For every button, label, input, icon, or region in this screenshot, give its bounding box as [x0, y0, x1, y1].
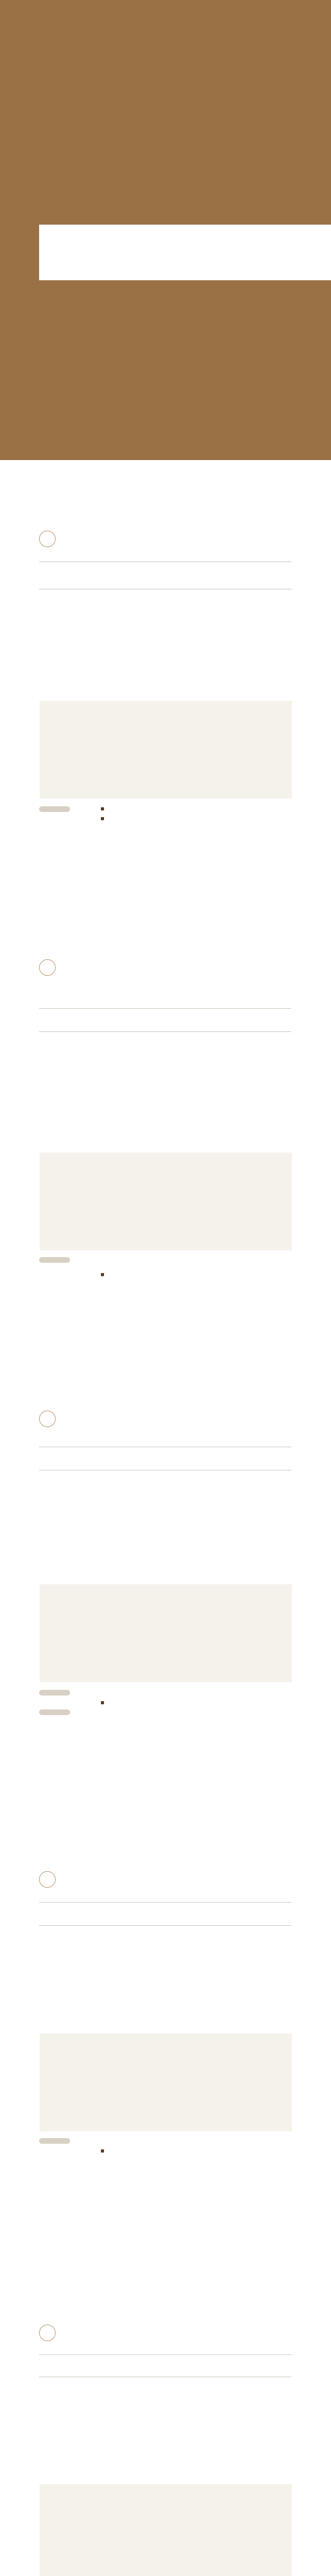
divider	[39, 1925, 291, 1926]
section-number	[39, 959, 56, 976]
chart-svg	[40, 2484, 292, 2576]
divider	[39, 1008, 291, 1009]
divider	[39, 1031, 291, 1032]
chart-svg	[40, 1584, 292, 1682]
chart-4	[40, 2033, 292, 2131]
calculation-tag	[39, 2138, 70, 2144]
legend-item	[101, 2149, 286, 2154]
legend-item	[101, 807, 286, 811]
hero-banner	[0, 0, 331, 460]
chart-2	[40, 1153, 292, 1250]
section-number	[39, 1871, 56, 1888]
chart-5	[40, 2484, 292, 2576]
calculation-tag	[39, 1690, 70, 1696]
section-number	[39, 2325, 56, 2341]
chart-3	[40, 1584, 292, 1682]
legend-item	[101, 1701, 286, 1705]
calculation-tag	[39, 806, 70, 812]
section-number	[39, 531, 56, 547]
legend-item	[101, 1273, 286, 1277]
divider	[39, 2354, 291, 2355]
chart-svg	[40, 1153, 292, 1250]
hero-title-band	[39, 225, 331, 280]
divider	[39, 1902, 291, 1903]
chart-svg	[40, 2033, 292, 2131]
chart-1	[40, 701, 292, 799]
section-number	[39, 1411, 56, 1427]
exclusion-tag	[39, 1709, 70, 1715]
legend-item	[101, 817, 286, 821]
calculation-tag	[39, 1257, 70, 1263]
chart-svg	[40, 701, 292, 799]
